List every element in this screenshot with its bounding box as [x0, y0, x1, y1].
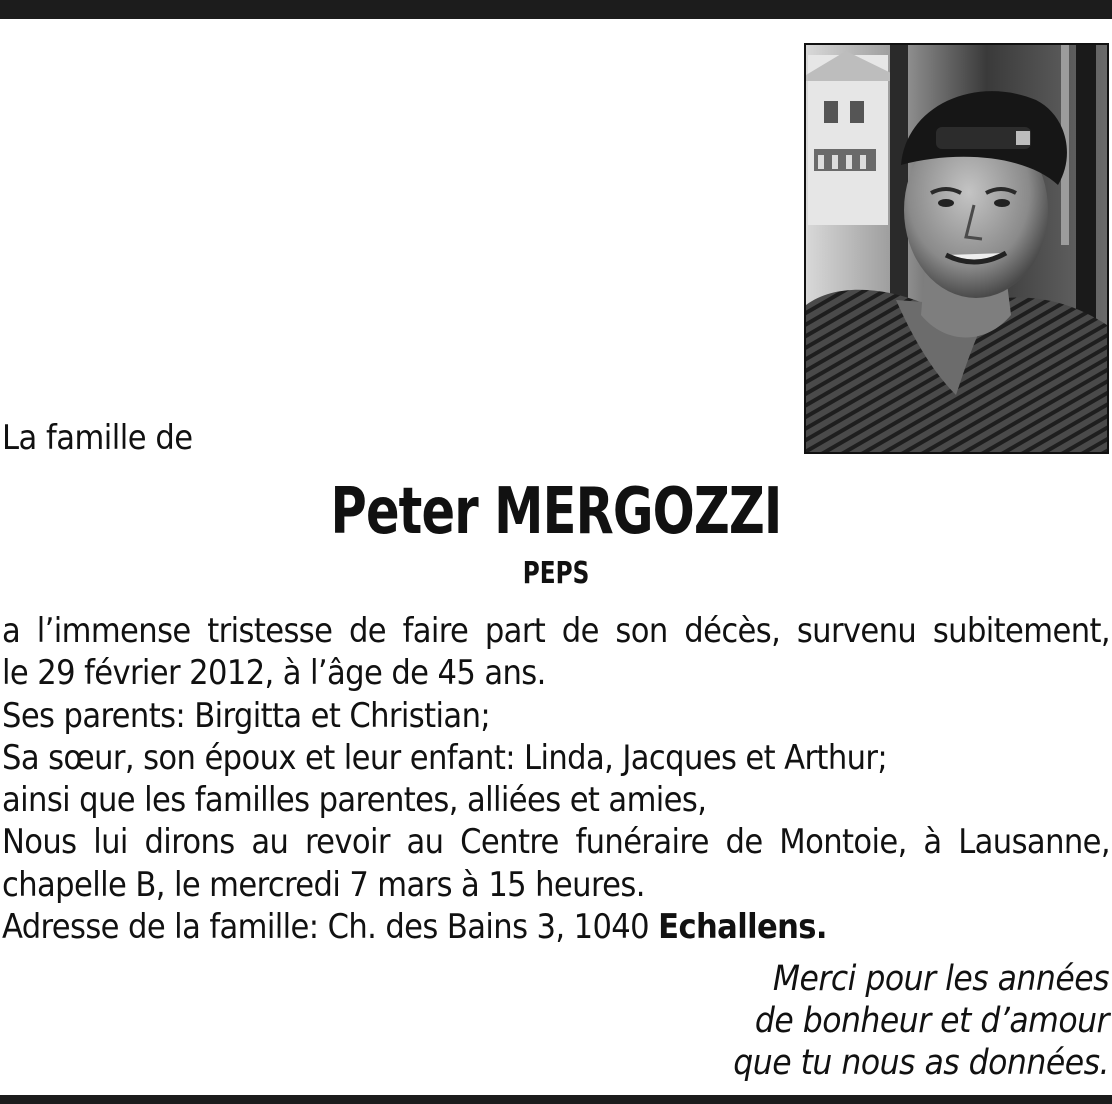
body-line: Sa sœur, son époux et leur enfant: Linda, Jacques et Arthur; — [2, 737, 888, 778]
body-line: Ses parents: Birgitta et Christian; — [2, 695, 491, 736]
body-line: a l’immense tristesse de faire part de son décès, survenu subitement, — [2, 611, 1110, 651]
closing-line: Merci pour les années — [772, 959, 1109, 999]
intro-text: La famille de — [2, 418, 193, 458]
body-line: le 29 février 2012, à l’âge de 45 ans. — [2, 653, 546, 694]
closing-line: de bonheur et d’amour — [754, 1001, 1109, 1041]
bottom-rule — [0, 1095, 1112, 1104]
announcement-body — [2, 610, 1110, 948]
address-town: Echallens. — [658, 907, 827, 948]
portrait-photo — [804, 43, 1109, 454]
deceased-name: Peter MERGOZZI — [330, 475, 782, 549]
top-rule — [0, 0, 1112, 19]
closing-line: que tu nous as données. — [733, 1043, 1109, 1083]
family-address — [2, 906, 1110, 948]
portrait-illustration — [806, 45, 1107, 452]
closing-verse — [509, 958, 1109, 1084]
body-line: Nous lui dirons au revoir au Centre funéraire de Montoie, à Lausanne, — [2, 822, 1110, 863]
body-line: ainsi que les familles parentes, alliées et amies, — [2, 780, 707, 821]
body-line: chapelle B, le mercredi 7 mars à 15 heures. — [2, 864, 645, 905]
nickname: PEPS — [522, 556, 590, 591]
address-prefix: Adresse de la famille: Ch. des Bains 3, 1040 — [2, 907, 650, 948]
